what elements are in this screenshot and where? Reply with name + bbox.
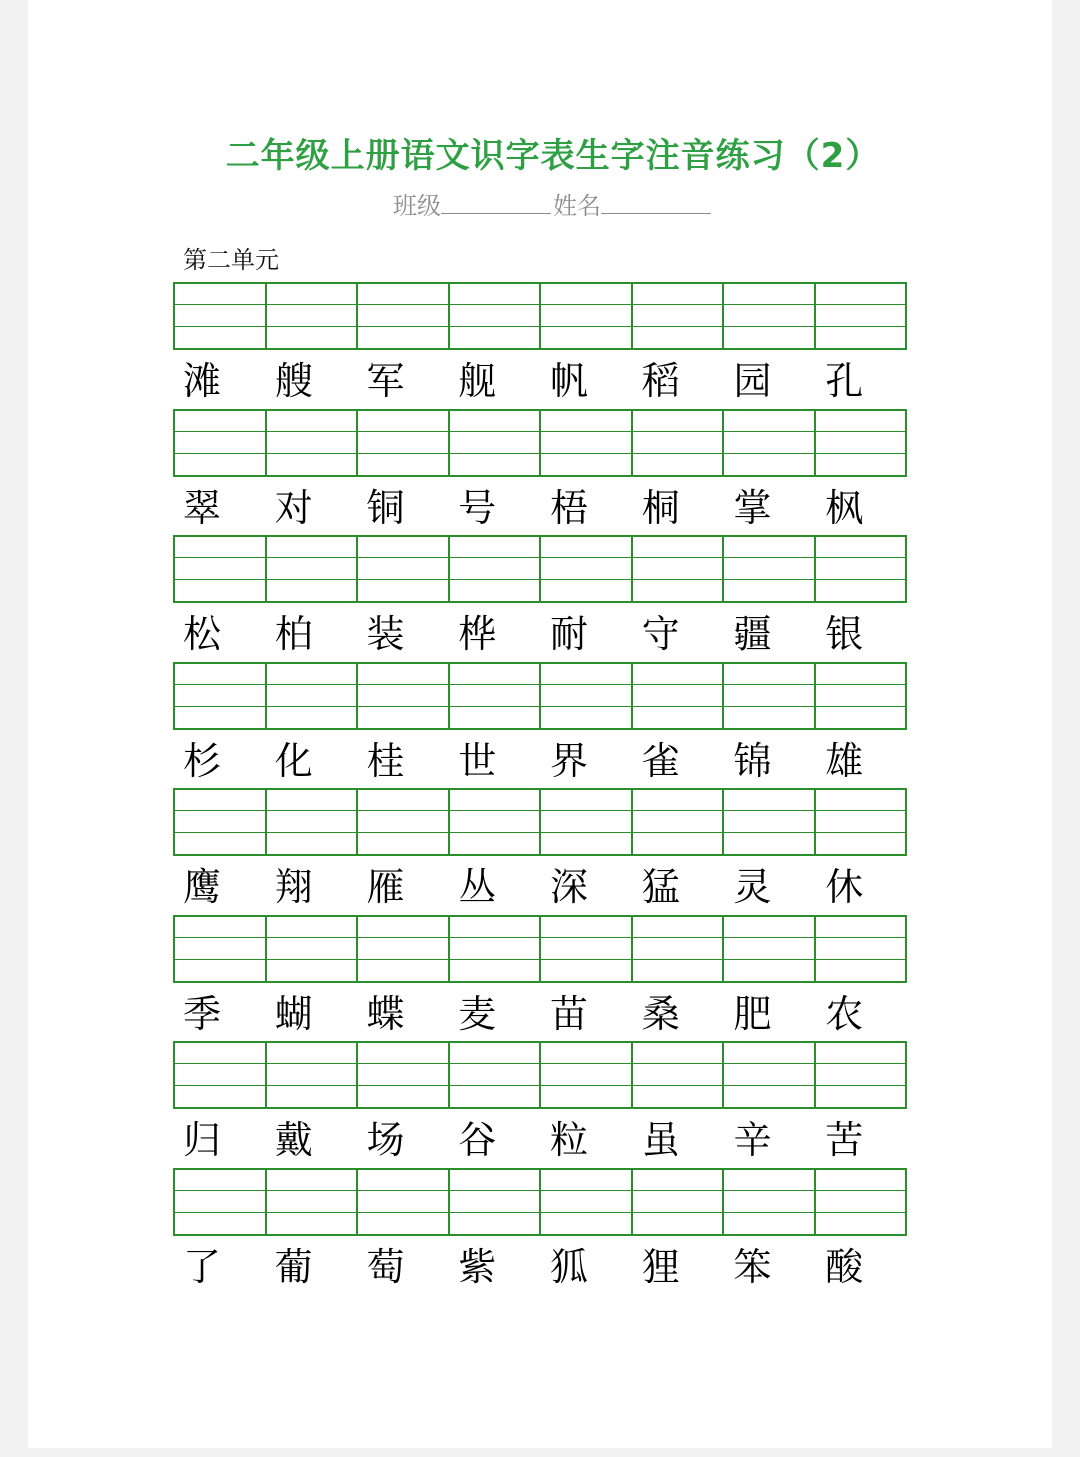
chinese-character: 翠 (183, 485, 222, 530)
class-label: 班级 (393, 192, 441, 220)
pinyin-writing-cell[interactable] (633, 1043, 725, 1107)
chinese-character: 猛 (641, 865, 680, 909)
chinese-character: 狸 (641, 1244, 680, 1289)
chinese-character: 掌 (733, 485, 772, 530)
pinyin-writing-cell[interactable] (724, 537, 816, 601)
pinyin-writing-cell[interactable] (816, 664, 906, 728)
name-label: 姓名 (553, 192, 601, 220)
pinyin-writing-cell[interactable] (816, 1170, 906, 1234)
character-row (173, 483, 907, 533)
pinyin-writing-cell[interactable] (816, 917, 906, 981)
pinyin-writing-cell[interactable] (358, 537, 450, 601)
chinese-character: 葡 (274, 1244, 313, 1289)
chinese-character: 桑 (641, 991, 680, 1036)
pinyin-writing-cell[interactable] (541, 790, 633, 854)
chinese-character: 辛 (733, 1118, 772, 1162)
pinyin-writing-cell[interactable] (358, 411, 450, 475)
chinese-character: 世 (458, 738, 497, 783)
page-title: 二年级上册语文识字表生字注音练习（2） (225, 136, 881, 176)
chinese-character: 了 (183, 1244, 222, 1289)
chinese-character: 锦 (733, 738, 772, 783)
pinyin-writing-cell[interactable] (267, 1170, 359, 1234)
pinyin-writing-cell[interactable] (450, 1170, 542, 1234)
chinese-character: 酸 (825, 1244, 864, 1289)
chinese-character: 季 (183, 991, 222, 1036)
chinese-character: 农 (825, 991, 864, 1036)
chinese-character: 舰 (458, 359, 497, 403)
chinese-character: 枫 (825, 485, 864, 530)
pinyin-writing-cell[interactable] (267, 284, 359, 348)
chinese-character: 笨 (733, 1244, 772, 1289)
character-row (173, 1242, 907, 1292)
pinyin-writing-cell[interactable] (541, 917, 633, 981)
pinyin-writing-cell[interactable] (541, 537, 633, 601)
pinyin-writing-cell[interactable] (175, 790, 267, 854)
pinyin-writing-cell[interactable] (816, 790, 906, 854)
pinyin-grid-row (173, 915, 907, 983)
character-row (173, 862, 907, 912)
pinyin-writing-cell[interactable] (267, 790, 359, 854)
pinyin-writing-cell[interactable] (175, 917, 267, 981)
chinese-character: 麦 (458, 991, 497, 1036)
pinyin-grid-row (173, 1041, 907, 1109)
pinyin-grid-row (173, 282, 907, 350)
pinyin-grid-row (173, 662, 907, 730)
chinese-character: 雁 (366, 865, 405, 909)
chinese-character: 松 (183, 612, 222, 656)
chinese-character: 桐 (641, 485, 680, 530)
pinyin-writing-cell[interactable] (724, 664, 816, 728)
pinyin-writing-cell[interactable] (450, 664, 542, 728)
pinyin-grid-row (173, 1168, 907, 1236)
pinyin-writing-cell[interactable] (267, 917, 359, 981)
character-row (173, 609, 907, 659)
pinyin-writing-cell[interactable] (724, 1170, 816, 1234)
chinese-character: 谷 (458, 1118, 497, 1162)
pinyin-writing-cell[interactable] (450, 1043, 542, 1107)
chinese-character: 蝴 (274, 991, 313, 1036)
chinese-character: 苦 (825, 1118, 864, 1162)
pinyin-writing-cell[interactable] (267, 411, 359, 475)
chinese-character: 紫 (458, 1244, 497, 1289)
pinyin-writing-cell[interactable] (724, 1043, 816, 1107)
pinyin-writing-cell[interactable] (541, 1170, 633, 1234)
pinyin-writing-cell[interactable] (633, 284, 725, 348)
pinyin-writing-cell[interactable] (541, 664, 633, 728)
chinese-character: 守 (641, 612, 680, 656)
chinese-character: 杉 (183, 738, 222, 783)
pinyin-writing-cell[interactable] (633, 664, 725, 728)
chinese-character: 雀 (641, 738, 680, 783)
pinyin-writing-cell[interactable] (633, 917, 725, 981)
chinese-character: 萄 (366, 1244, 405, 1289)
unit-heading: 第二单元 (183, 246, 279, 274)
pinyin-writing-cell[interactable] (541, 1043, 633, 1107)
chinese-character: 银 (825, 612, 864, 656)
pinyin-writing-cell[interactable] (175, 284, 267, 348)
chinese-character: 孔 (825, 359, 864, 403)
chinese-character: 铜 (366, 485, 405, 530)
chinese-character: 号 (458, 485, 497, 530)
class-blank[interactable] (441, 189, 551, 214)
chinese-character: 场 (366, 1118, 405, 1162)
pinyin-writing-cell[interactable] (541, 411, 633, 475)
chinese-character: 对 (274, 485, 313, 530)
pinyin-writing-cell[interactable] (358, 664, 450, 728)
pinyin-grid-row (173, 788, 907, 856)
pinyin-grid-row (173, 409, 907, 477)
pinyin-writing-cell[interactable] (358, 917, 450, 981)
pinyin-writing-cell[interactable] (816, 537, 906, 601)
chinese-character: 桂 (366, 738, 405, 783)
pinyin-writing-cell[interactable] (450, 537, 542, 601)
pinyin-writing-cell[interactable] (175, 411, 267, 475)
chinese-character: 戴 (274, 1118, 313, 1162)
character-row (173, 736, 907, 786)
pinyin-grid-row (173, 535, 907, 603)
pinyin-writing-cell[interactable] (175, 537, 267, 601)
pinyin-writing-cell[interactable] (358, 790, 450, 854)
pinyin-writing-cell[interactable] (633, 537, 725, 601)
pinyin-writing-cell[interactable] (816, 284, 906, 348)
pinyin-writing-cell[interactable] (267, 537, 359, 601)
pinyin-writing-cell[interactable] (724, 411, 816, 475)
character-row (173, 1115, 907, 1165)
worksheet-page (28, 0, 1052, 1448)
chinese-character: 帆 (550, 359, 589, 403)
pinyin-writing-cell[interactable] (633, 411, 725, 475)
pinyin-writing-cell[interactable] (175, 1170, 267, 1234)
pinyin-writing-cell[interactable] (267, 664, 359, 728)
student-info-line (178, 186, 928, 221)
chinese-character: 滩 (183, 359, 222, 403)
chinese-character: 肥 (733, 991, 772, 1036)
pinyin-writing-cell[interactable] (724, 917, 816, 981)
name-blank[interactable] (601, 189, 711, 214)
chinese-character: 灵 (733, 865, 772, 909)
chinese-character: 稻 (641, 359, 680, 403)
chinese-character: 粒 (550, 1118, 589, 1162)
pinyin-writing-cell[interactable] (450, 411, 542, 475)
chinese-character: 翔 (274, 865, 313, 909)
chinese-character: 园 (733, 359, 772, 403)
chinese-character: 鹰 (183, 865, 222, 909)
chinese-character: 界 (550, 738, 589, 783)
pinyin-writing-cell[interactable] (633, 1170, 725, 1234)
character-row (173, 356, 907, 406)
pinyin-writing-cell[interactable] (816, 1043, 906, 1107)
chinese-character: 梧 (550, 485, 589, 530)
chinese-character: 蝶 (366, 991, 405, 1036)
chinese-character: 丛 (458, 865, 497, 909)
character-row (173, 989, 907, 1039)
pinyin-writing-cell[interactable] (358, 1043, 450, 1107)
chinese-character: 虽 (641, 1118, 680, 1162)
pinyin-writing-cell[interactable] (175, 664, 267, 728)
chinese-character: 军 (366, 359, 405, 403)
chinese-character: 艘 (274, 359, 313, 403)
chinese-character: 柏 (274, 612, 313, 656)
pinyin-writing-cell[interactable] (358, 284, 450, 348)
pinyin-writing-cell[interactable] (724, 284, 816, 348)
chinese-character: 耐 (550, 612, 589, 656)
chinese-character: 化 (274, 738, 313, 783)
pinyin-writing-cell[interactable] (450, 917, 542, 981)
chinese-character: 归 (183, 1118, 222, 1162)
chinese-character: 疆 (733, 612, 772, 656)
chinese-character: 桦 (458, 612, 497, 656)
pinyin-writing-cell[interactable] (450, 284, 542, 348)
chinese-character: 深 (550, 865, 589, 909)
pinyin-writing-cell[interactable] (450, 790, 542, 854)
pinyin-writing-cell[interactable] (816, 411, 906, 475)
chinese-character: 雄 (825, 738, 864, 783)
chinese-character: 狐 (550, 1244, 589, 1289)
chinese-character: 苗 (550, 991, 589, 1036)
pinyin-writing-cell[interactable] (358, 1170, 450, 1234)
pinyin-writing-cell[interactable] (267, 1043, 359, 1107)
pinyin-writing-cell[interactable] (541, 284, 633, 348)
pinyin-writing-cell[interactable] (724, 790, 816, 854)
pinyin-writing-cell[interactable] (175, 1043, 267, 1107)
chinese-character: 休 (825, 865, 864, 909)
chinese-character: 装 (366, 612, 405, 656)
pinyin-writing-cell[interactable] (633, 790, 725, 854)
